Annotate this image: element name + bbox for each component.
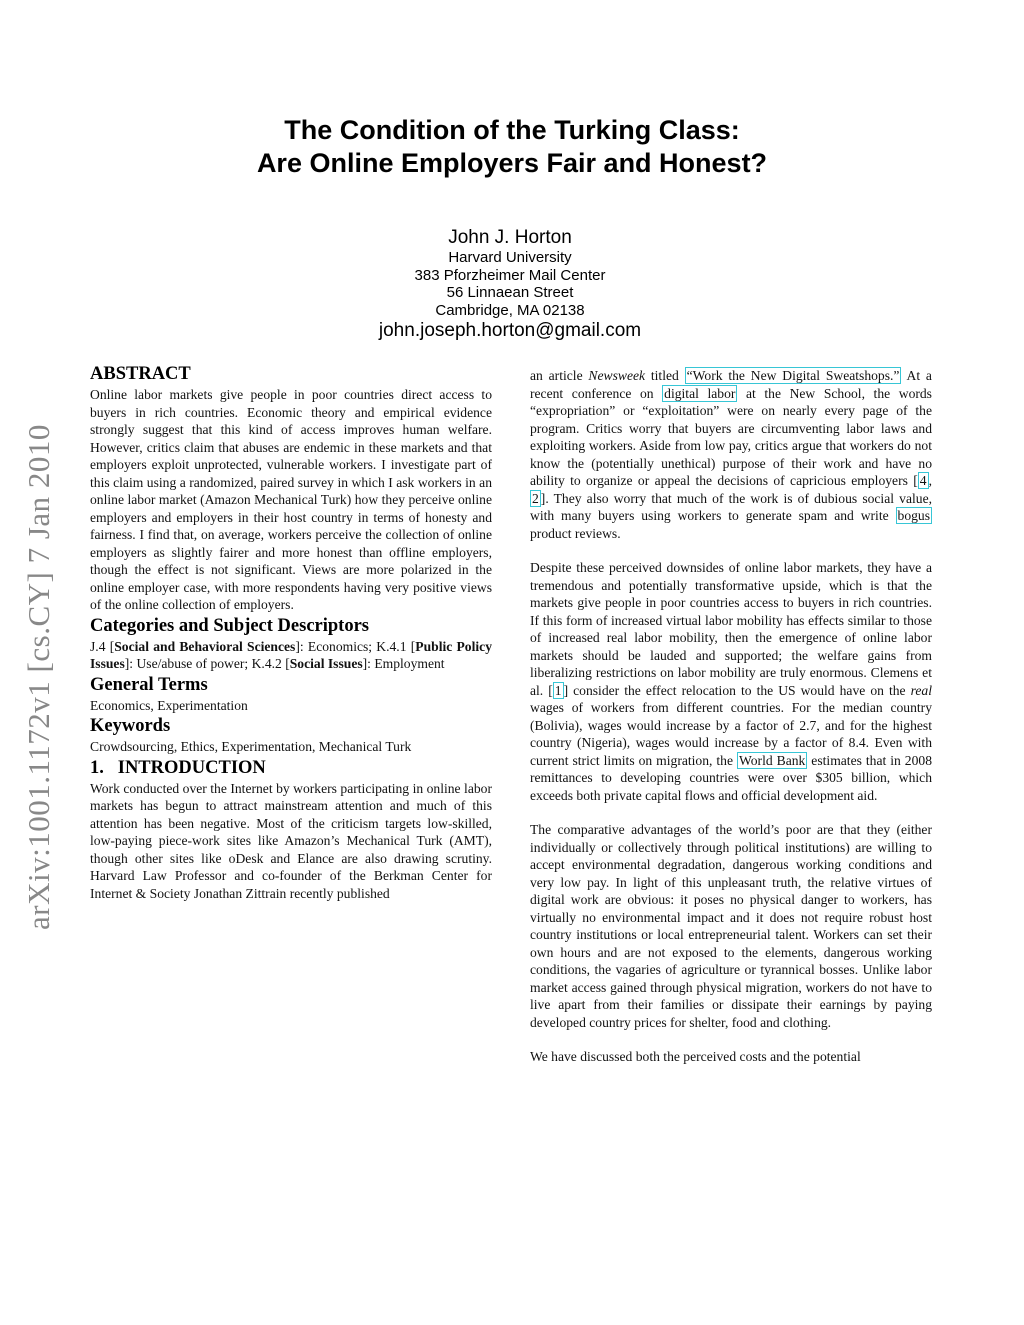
introduction-paragraph-1: Work conducted over the Internet by workers participating in online labor markets has begun to attract mainstream attention and much of this attention has been negative. Most of the criticism targets low-skilled, low-paying piece-work sites like Amazon’s Mechanical Turk (AMT), though other sites like oDesk and Elance are also drawing scrutiny. Harvard Law Professor and co-founder of the Berkman Center for Internet & Society Jonathan Zittrain recently published [90,780,492,901]
digital-labor-link[interactable]: digital labor [664,385,736,401]
intro-paragraph-3: Despite these perceived downsides of online labor markets, they have a tremendous and potentially transformative upside, which is that the markets give people in poor countries access to buyers in rich countries. If this form of increased virtual labor mobility has effects similar to those of increased real labor mobility, then the emergence of online labor markets should be lauded and supported; the welfare gains from liberalizing restrictions on labor mobility are truly enormous. Clemens et al. [ 1 ] consider the effect relocation to the US would have on the real wages of workers from different countries. For the median country (Bolivia), wages would increase by a factor of 2.7, and for the highest country (Nigeria), wages would increase by a factor of 8.4. Even with current strict limits on migration, the World Bank estimates that in 2008 remittances to developing countries were over $305 billion, which exceeds both private capital flows and official development aid. [530,560,933,803]
abstract-heading: ABSTRACT [90,364,191,384]
citation-2[interactable]: 2 [532,490,539,506]
left-column [90,362,492,902]
author-email[interactable]: john.joseph.horton@gmail.com [378,320,642,341]
author-address-2: 56 Linnaean Street [446,284,574,301]
categories-heading: Categories and Subject Descriptors [90,615,369,636]
abstract-text: Online labor markets give people in poor countries direct access to buyers in rich countries. Economic theory and empirical evidence strongly suggest that this kind of access improves human welfare. However, critics claim that abuses are endemic in these markets and that employers exploit unprotected, vulnerable workers. I investigate part of this claim using a randomized, paired survey in which I ask workers in an online labor market (Amazon Mechanical Turk) how they perceive online employers and employers in their host country in terms of honesty and fairness. I find that, on average, workers perceive the collection of online employers as slightly fairer and more honest than offline employers, though the effect is not significant. Views are more polarized in the online employer case, with more respondents having very positive views of the online collection of employers. [90,387,492,612]
paper-title [100,114,924,180]
citation-4[interactable]: 4 [919,473,927,488]
intro-paragraph-4: The comparative advantages of the world’s poor are that they (either individually or collectively through political institutions) are willing to accept environmental degradation, dangerous working conditions and very low pay. In light of this unpleasant truth, the relative virtues of digital work are obvious: it poses no physical danger to workers, has virtually no environmental impact and it does not require robust host country institutions or local entrepreneurial talent. Workers can set their own hours and are not exposed to the elements, dangerous working conditions, the vagaries of agriculture or tyrannical bosses. Unlike labor market access gained through physical migration, workers do not have to live apart from their families or dissipate their earnings by paying developed country prices for shelter, food and clothing. [530,822,932,1030]
author-name: John J. Horton [448,227,572,248]
categories-text: J.4 [Social and Behavioral Sciences]: Economics; K.4.1 [Public Policy Issues]: Use/abuse of power; K.4.2 [Social Issues]: Employment [90,638,492,671]
author-address-3: Cambridge, MA 02138 [435,301,585,319]
keywords-heading: Keywords [90,716,171,736]
author-affiliation: Harvard University [448,249,572,266]
citation-1[interactable]: 1 [554,682,562,698]
intro-paragraph-2: an article Newsweek titled “Work the New Digital Sweatshops.” At a recent conference on digital labor at the New School, the words “expropriation” or “exploitation” were on nearly every page of the program. Critics worry that buyers are circumventing labor laws and exploiting workers. Aside from low pay, critics argue that workers do not know the (potentially unethical) purpose of their work and have no ability to organize or appeal the decisions of capricious employers [ 4 , 2 ]. They also worry that much of the work is of dubious social value, with many buyers using workers to generate spam and write bogus product reviews. [530,368,932,541]
sweatshops-link[interactable]: “Work the New Digital Sweatshops.” [686,368,900,383]
intro-paragraph-5: We have discussed both the perceived costs and the potential [530,1049,861,1064]
title-line-1: The Condition of the Turking Class: [284,115,740,145]
author-block [260,227,760,343]
right-column [530,367,932,1066]
general-terms-heading: General Terms [90,674,208,695]
author-address-1: 383 Pforzheimer Mail Center [414,266,606,284]
introduction-heading: 1. INTRODUCTION [90,757,266,778]
world-bank-link[interactable]: World Bank [739,752,806,768]
keywords-text: Crowdsourcing, Ethics, Experimentation, Mechanical Turk [90,739,412,754]
general-terms-text: Economics, Experimentation [90,697,248,713]
title-line-2: Are Online Employers Fair and Honest? [256,148,768,178]
arxiv-identifier: arXiv:1001.1172v1 [cs.CY] 7 Jan 2010 [21,424,56,930]
bogus-link[interactable]: bogus [897,508,930,523]
